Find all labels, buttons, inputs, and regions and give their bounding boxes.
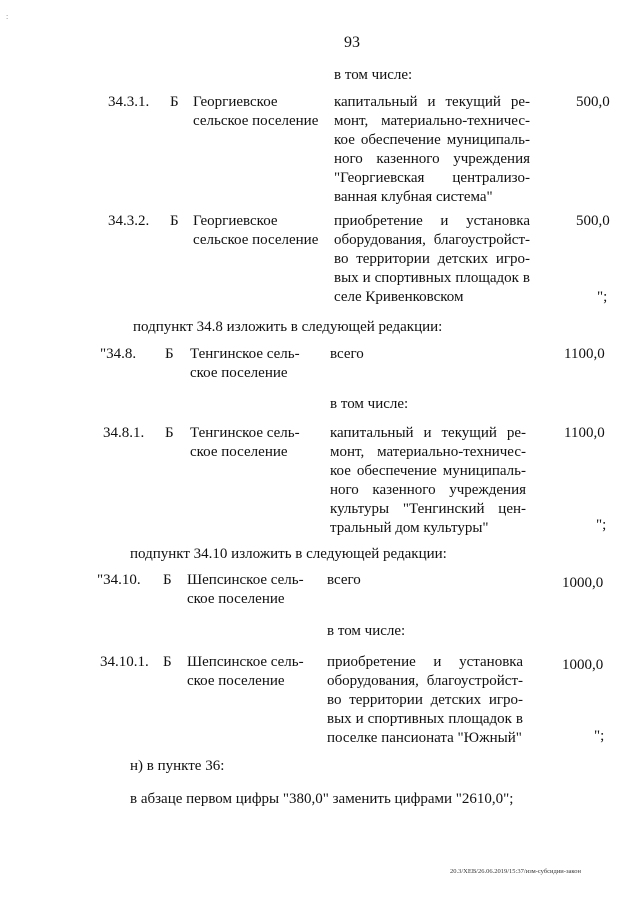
row-letter: Б (170, 213, 179, 229)
desc-line: оборудования, благоустройст- (327, 673, 523, 689)
org-line: ское поселение (187, 673, 285, 689)
row-amount: 500,0 (576, 94, 610, 110)
in-that-number-label: в том числе: (330, 396, 409, 412)
instruction-34-10: подпункт 34.10 изложить в следующей редакции: (130, 546, 447, 562)
desc-line: оборудования, благоустройст- (334, 232, 530, 248)
desc-line: тральный дом культуры" (330, 520, 489, 536)
row-number: 34.3.1. (108, 94, 150, 110)
desc-line: капитальный и текущий ре- (334, 94, 530, 110)
page-number: 93 (344, 34, 360, 51)
desc-line: монт, материально-техничес- (330, 444, 526, 460)
desc-line: капитальный и текущий ре- (330, 425, 526, 441)
row-letter: Б (163, 654, 172, 670)
instruction-34-8: подпункт 34.8 изложить в следующей редакции: (133, 319, 443, 335)
org-line: Георгиевское (193, 94, 278, 110)
row-org (190, 345, 300, 383)
org-line: сельское поселение (193, 113, 319, 129)
row-number: 34.10.1. (100, 654, 149, 670)
desc-line: приобретение и установка (327, 654, 523, 670)
row-org (187, 571, 304, 609)
row-number: "34.8. (100, 346, 137, 362)
desc-line: культуры "Тенгинский цен- (330, 501, 526, 517)
point-36-paragraph: в абзаце первом цифры "380,0" заменить цифрами "2610,0"; (130, 791, 514, 807)
row-description (334, 212, 530, 307)
org-line: Тенгинское сель- (190, 425, 300, 441)
desc-line: во территории детских игро- (327, 692, 523, 708)
desc-line: кое обеспечение муниципаль- (330, 463, 526, 479)
org-line: ское поселение (190, 365, 288, 381)
row-org (190, 424, 300, 462)
row-number: "34.10. (97, 572, 141, 588)
row-number: 34.8.1. (103, 425, 145, 441)
desc-line: ного казенного учреждения (330, 482, 526, 498)
row-letter: Б (165, 425, 174, 441)
closing-quote: "; (594, 728, 605, 744)
closing-quote: "; (597, 289, 608, 305)
row-number: 34.3.2. (108, 213, 150, 229)
desc-line: кое обеспечение муниципаль- (334, 132, 530, 148)
row-description: всего (330, 346, 364, 362)
row-amount: 1100,0 (564, 346, 605, 362)
desc-line: "Георгиевская централизо- (334, 170, 530, 186)
row-description (334, 93, 530, 207)
row-description (330, 424, 526, 538)
row-description (327, 653, 523, 748)
row-amount: 500,0 (576, 213, 610, 229)
desc-line: монт, материально-техничес- (334, 113, 530, 129)
org-line: Тенгинское сель- (190, 346, 300, 362)
point-36-heading: н) в пункте 36: (130, 758, 225, 774)
closing-quote: "; (596, 517, 607, 533)
org-line: Шепсинское сель- (187, 654, 304, 670)
row-org (193, 93, 318, 131)
desc-line: вых и спортивных площадок в (327, 711, 523, 727)
desc-line: ванная клубная система" (334, 189, 493, 205)
edge-mark: : (6, 12, 9, 21)
row-org (193, 212, 318, 250)
desc-line: вых и спортивных площадок в (334, 270, 530, 286)
row-description: всего (327, 572, 361, 588)
row-amount: 1100,0 (564, 425, 605, 441)
org-line: Шепсинское сель- (187, 572, 304, 588)
org-line: ское поселение (187, 591, 285, 607)
org-line: Георгиевское (193, 213, 278, 229)
row-letter: Б (165, 346, 174, 362)
row-amount: 1000,0 (562, 575, 604, 591)
desc-line: селе Кривенковском (334, 289, 464, 305)
row-letter: Б (170, 94, 179, 110)
document-footer: 20.3/XEB/26.06.2019/15:37/изм-субсидии-закон (450, 868, 581, 875)
org-line: сельское поселение (193, 232, 319, 248)
desc-line: ного казенного учреждения (334, 151, 530, 167)
row-letter: Б (163, 572, 172, 588)
desc-line: во территории детских игро- (334, 251, 530, 267)
desc-line: приобретение и установка (334, 213, 530, 229)
in-that-number-label: в том числе: (334, 67, 413, 83)
desc-line: поселке пансионата "Южный" (327, 730, 522, 746)
in-that-number-label: в том числе: (327, 623, 406, 639)
row-amount: 1000,0 (562, 657, 604, 673)
org-line: ское поселение (190, 444, 288, 460)
row-org (187, 653, 304, 691)
